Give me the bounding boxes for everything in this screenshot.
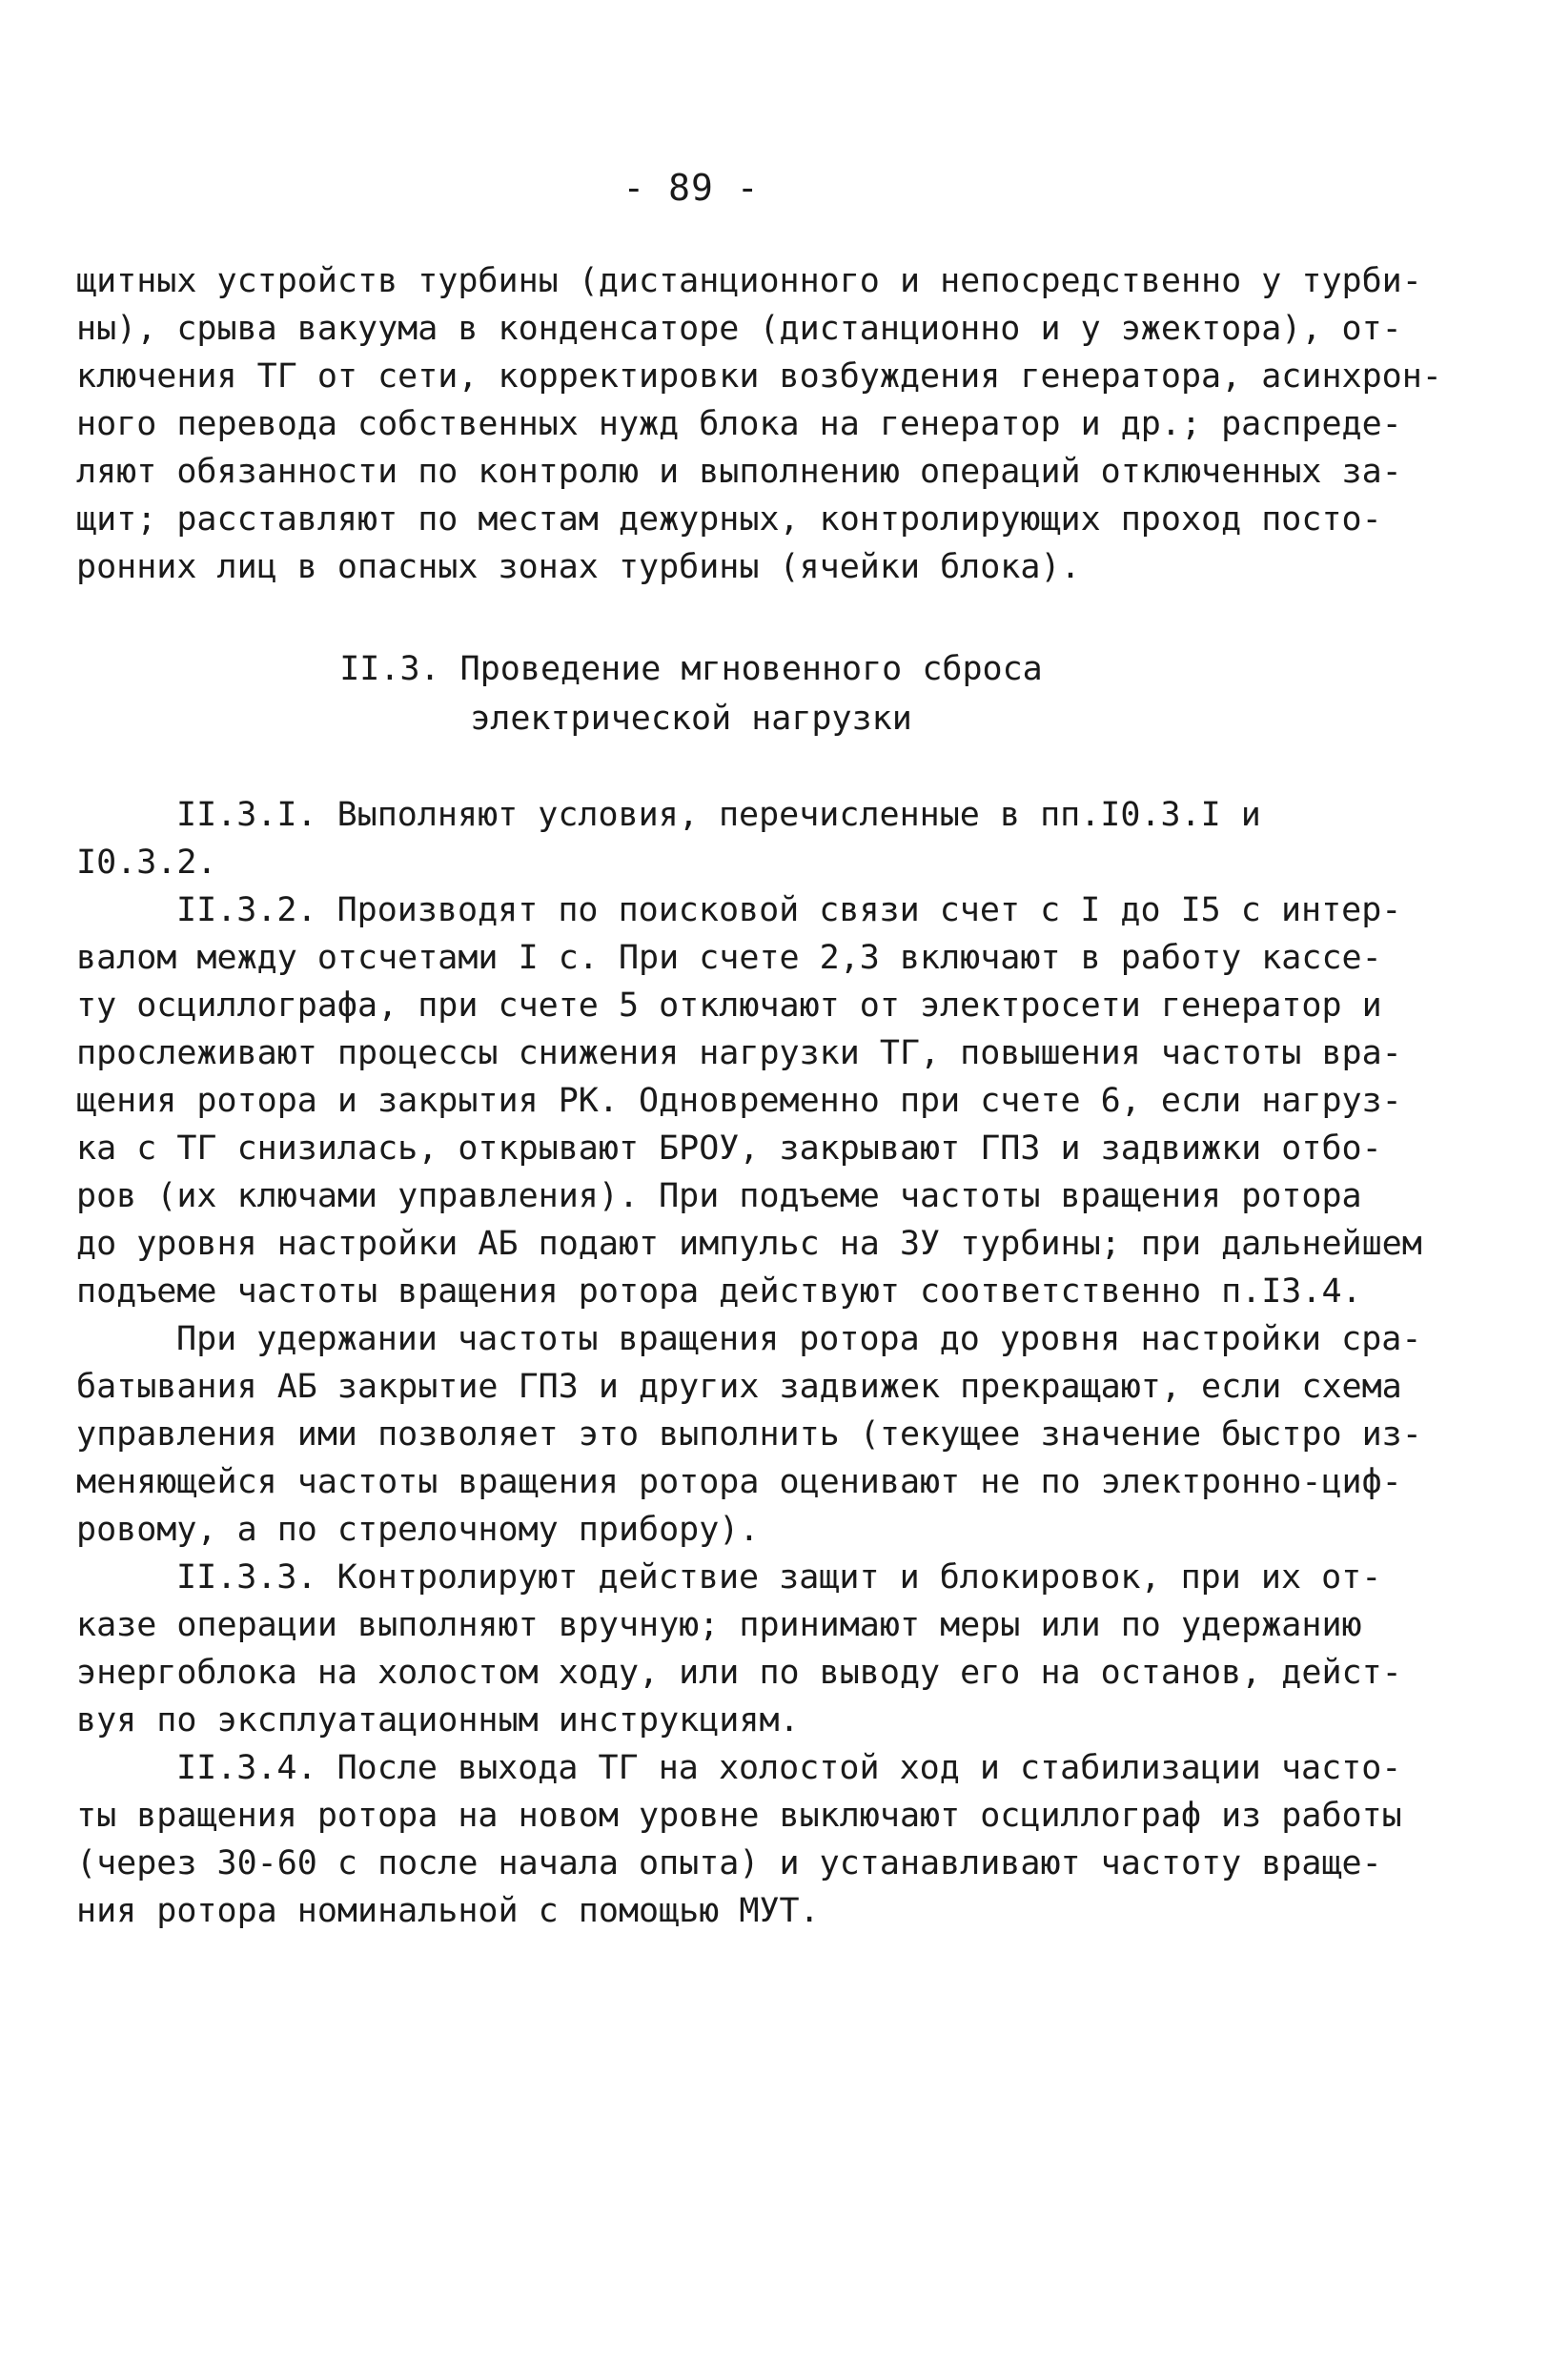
text-line: ного перевода собственных нужд блока на генератор и др.; распреде- [76, 405, 1402, 443]
text-line: батывания АБ закрытие ГПЗ и других задвижек прекращают, если схема [76, 1368, 1402, 1406]
section-body [76, 791, 1422, 1935]
text-line: ключения ТГ от сети, корректировки возбуждения генератора, асинхрон- [76, 357, 1442, 396]
text-line: ту осциллографа, при счете 5 отключают от электросети генератор и [76, 987, 1382, 1025]
section-heading [0, 644, 1382, 743]
text-line: энергоблока на холостом ходу, или по выводу его на останов, дейст- [76, 1654, 1402, 1692]
text-line: ты вращения ротора на новом уровне выключают осциллограф из работы [76, 1797, 1402, 1835]
text-line: управления ими позволяет это выполнить (текущее значение быстро из- [76, 1415, 1422, 1454]
paragraph-start: При удержании частоты вращения ротора до уровня настройки сра- [176, 1320, 1422, 1358]
text-line: щения ротора и закрытия РК. Одновременно при счете 6, если нагруз- [76, 1082, 1402, 1120]
text-line: валом между отсчетами I с. При счете 2,3 включают в работу кассе- [76, 939, 1382, 977]
text-line: ронних лиц в опасных зонах турбины (ячейки блока). [76, 548, 1081, 586]
text-line: меняющейся частоты вращения ротора оценивают не по электронно-циф- [76, 1463, 1402, 1501]
text-line: ров (их ключами управления). При подъеме частоты вращения ротора [76, 1177, 1362, 1215]
text-line: прослеживают процессы снижения нагрузки ТГ, повышения частоты вра- [76, 1034, 1402, 1072]
text-line: ровому, а по стрелочному прибору). [76, 1511, 760, 1549]
text-line: подъеме частоты вращения ротора действуют соответственно п.I3.4. [76, 1272, 1362, 1311]
text-line: щит; расставляют по местам дежурных, контролирующих проход посто- [76, 500, 1382, 539]
text-line: ка с ТГ снизилась, открывают БРОУ, закрывают ГПЗ и задвижки отбо- [76, 1129, 1382, 1168]
heading-line: II.3. Проведение мгновенного сброса [339, 650, 1043, 688]
clause-11-3-2: II.3.2. Производят по поисковой связи счет с I до I5 с интер- [176, 891, 1402, 929]
text-line: ляют обязанности по контролю и выполнению операций отключенных за- [76, 453, 1402, 491]
text-line: вуя по эксплуатационным инструкциям. [76, 1701, 800, 1739]
text-line: (через 30-60 с после начала опыта) и устанавливают частоту враще- [76, 1844, 1382, 1882]
clause-11-3-4: II.3.4. После выхода ТГ на холостой ход и стабилизации часто- [176, 1749, 1402, 1787]
clause-11-3-3: II.3.3. Контролируют действие защит и блокировок, при их от- [176, 1558, 1382, 1597]
clause-11-3-1: II.3.I. Выполняют условия, перечисленные в пп.I0.3.I и [176, 796, 1261, 834]
heading-line: электрической нагрузки [470, 700, 912, 738]
text-line: щитных устройств турбины (дистанционного и непосредственно у турби- [76, 262, 1422, 300]
text-line: ны), срыва вакуума в конденсаторе (дистанционно и у эжектора), от- [76, 310, 1402, 348]
text-line: до уровня настройки АБ подают импульс на ЗУ турбины; при дальнейшем [76, 1225, 1422, 1263]
text-line: ния ротора номинальной с помощью МУТ. [76, 1892, 820, 1930]
page-number: - 89 - [622, 167, 760, 209]
text-line: казе операции выполняют вручную; принимают меры или по удержанию [76, 1606, 1362, 1644]
intro-paragraph [76, 257, 1442, 591]
text-line: I0.3.2. [76, 844, 217, 882]
